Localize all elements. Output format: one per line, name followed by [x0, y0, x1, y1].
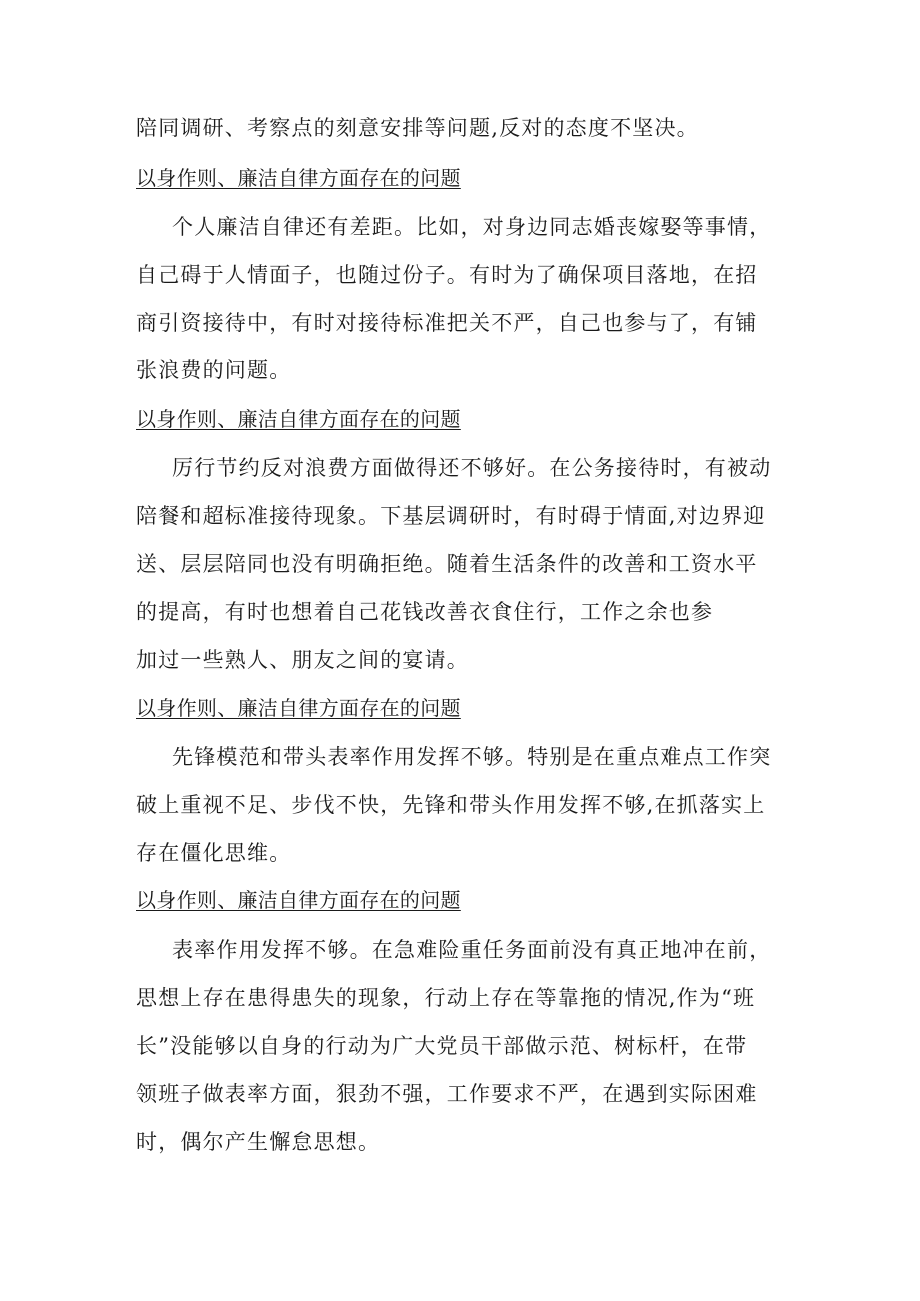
paragraph-line: 时，偶尔产生懈怠思想。 — [136, 1130, 381, 1154]
paragraph-line: 厉行节约反对浪费方面做得还不够好。在公务接待时，有被动 — [172, 456, 772, 480]
paragraph-line: 存在僵化思维。 — [136, 841, 292, 865]
paragraph-line: 自己碍于人情面子，也随过份子。有时为了确保项目落地，在招 — [136, 263, 758, 287]
section-heading: 以身作则、廉洁自律方面存在的问题 — [136, 407, 461, 431]
paragraph-line: 思想上存在患得患失的现象，行动上存在等靠拖的情况,作为“班 — [136, 986, 756, 1010]
section-heading: 以身作则、廉洁自律方面存在的问题 — [136, 166, 461, 190]
paragraph-line: 陪餐和超标准接待现象。下基层调研时，有时碍于情面,对边界迎 — [136, 504, 766, 528]
section-heading: 以身作则、廉洁自律方面存在的问题 — [136, 888, 461, 912]
paragraph-line: 领班子做表率方面，狠劲不强，工作要求不严，在遇到实际困难 — [136, 1082, 758, 1106]
paragraph-line: 个人廉洁自律还有差距。比如，对身边同志婚丧嫁娶等事情， — [172, 215, 772, 239]
paragraph-line: 商引资接待中，有时对接待标准把关不严，自己也参与了，有铺 — [136, 311, 758, 335]
paragraph-line: 的提高，有时也想着自己花钱改善衣食住行，工作之余也参 — [136, 600, 714, 624]
paragraph-line: 长”没能够以自身的行动为广大党员干部做示范、树标杆，在带 — [136, 1034, 748, 1058]
section-heading: 以身作则、廉洁自律方面存在的问题 — [136, 696, 461, 720]
paragraph-line: 先锋模范和带头表率作用发挥不够。特别是在重点难点工作突 — [172, 745, 772, 769]
paragraph-line: 张浪费的问题。 — [136, 358, 292, 382]
paragraph-line: 破上重视不足、步伐不快，先锋和带头作用发挥不够,在抓落实上 — [136, 793, 766, 817]
paragraph-line: 加过一些熟人、朋友之间的宴请。 — [136, 648, 469, 672]
paragraph-line: 送、层层陪同也没有明确拒绝。随着生活条件的改善和工资水平 — [136, 552, 758, 576]
paragraph-line: 表率作用发挥不够。在急难险重任务面前没有真正地冲在前， — [172, 938, 772, 962]
intro-paragraph-line: 陪同调研、考察点的刻意安排等问题,反对的态度不坚决。 — [136, 116, 699, 140]
